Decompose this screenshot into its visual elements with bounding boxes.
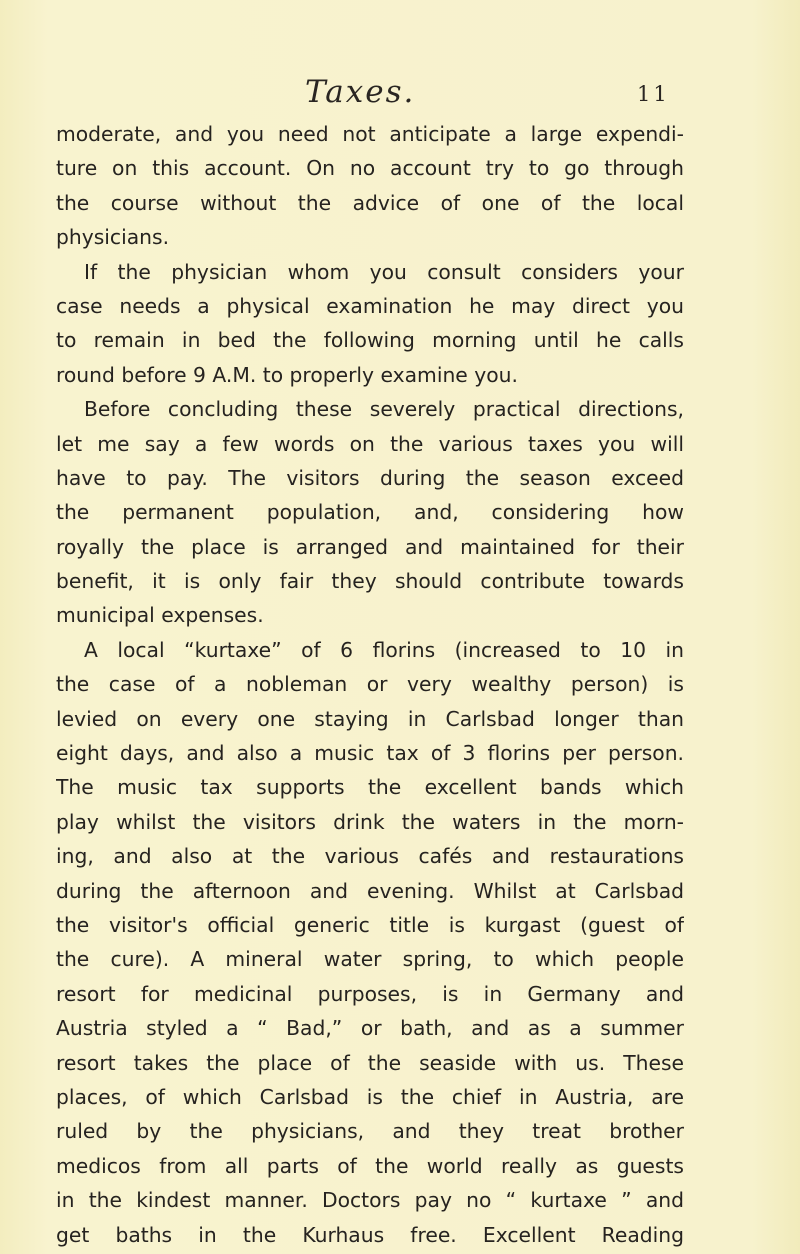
text-line: municipal expenses. — [56, 603, 264, 628]
text-line: ing, and also at the various cafés and restaurations — [56, 844, 684, 869]
text-line: the permanent population, and, considering how — [56, 500, 684, 525]
text-line: play whilst the visitors drink the waters in the morn- — [56, 809, 684, 834]
text-line: ture on this account. On no account try to go through — [56, 156, 684, 181]
text-line: levied on every one staying in Carlsbad longer than — [56, 706, 684, 731]
text-line: round before 9 A.M. to properly examine you. — [56, 362, 518, 387]
text-line: moderate, and you need not anticipate a large expendi- — [56, 122, 684, 146]
text-line: Before concluding these severely practical directions, — [84, 397, 684, 422]
text-line: case needs a physical examination he may direct you — [56, 293, 684, 318]
text-line: to remain in bed the following morning until he calls — [56, 328, 684, 353]
text-line: let me say a few words on the various taxes you will — [56, 431, 684, 456]
text-line: medicos from all parts of the world really as guests — [56, 1153, 684, 1178]
text-line: ruled by the physicians, and they treat brother — [56, 1119, 684, 1144]
text-line: the case of a nobleman or very wealthy person) is — [56, 672, 684, 697]
page-header — [0, 74, 800, 118]
text-line: benefit, it is only fair they should contribute towards — [56, 569, 684, 594]
text-line: If the physician whom you consult considers your — [84, 259, 684, 284]
text-line: A local “kurtaxe” of 6 florins (increased to 10 in — [84, 637, 684, 662]
body-text — [56, 117, 684, 1252]
text-line: the visitor's official generic title is kurgast (guest of — [56, 912, 684, 937]
text-line: have to pay. The visitors during the season exceed — [56, 465, 684, 490]
text-line: royally the place is arranged and maintained for their — [56, 534, 684, 559]
text-line: physicians. — [56, 225, 170, 250]
text-line: during the afternoon and evening. Whilst at Carlsbad — [56, 878, 684, 903]
text-line: the course without the advice of one of the local — [56, 190, 684, 215]
text-line: Austria styled a “ Bad,” or bath, and as a summer — [56, 1016, 684, 1041]
text-line: in the kindest manner. Doctors pay no “ kurtaxe ” and — [56, 1188, 684, 1213]
text-line: get baths in the Kurhaus free. Excellent Reading — [56, 1222, 684, 1247]
text-line: resort for medicinal purposes, is in Germany and — [56, 981, 684, 1006]
text-line: the cure). A mineral water spring, to which people — [56, 947, 684, 972]
text-line: resort takes the place of the seaside with us. These — [56, 1050, 684, 1075]
running-title: Taxes. — [305, 74, 416, 110]
text-line: eight days, and also a music tax of 3 florins per person. — [56, 741, 684, 766]
text-line: places, of which Carlsbad is the chief in Austria, are — [56, 1084, 684, 1109]
text-line: The music tax supports the excellent bands which — [56, 775, 684, 800]
page-number: 11 — [637, 82, 670, 106]
